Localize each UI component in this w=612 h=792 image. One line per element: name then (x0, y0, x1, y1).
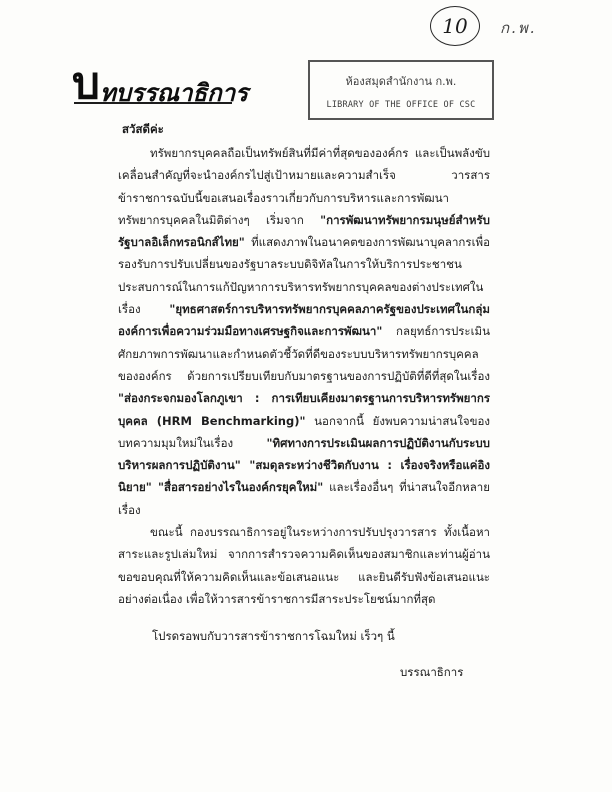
salutation: สวัสดีค่ะ (122, 122, 164, 136)
closing-line: โปรดรอพบกับวารสารข้าราชการโฉมใหม่ เร็วๆ นี้ (152, 629, 395, 643)
letter-body (118, 142, 490, 610)
paragraph-2: ขณะนี้ กองบรรณาธิการอยู่ในระหว่างการปรับปรุงวารสาร ทั้งเนื้อหาสาระและรูปเล่มใหม่ จากการสำรวจความคิดเห็นของสมาชิกและท่านผู้อ่าน ขอขอบคุณที่ให้ความคิดเห็นและข้อเสนอแนะ และยินดีรับฟังข้อเสนอแนะอย่างต่อเนื่อง เพื่อให้วารสารข้าราชการมีสาระประโยชน์มากที่สุด (118, 525, 490, 606)
paragraph-1 (118, 142, 490, 521)
signature-editor: บรรณาธิการ (400, 665, 464, 679)
bold-title-segment: "การพัฒนาทรัพยากรมนุษย์สำหรับรัฐบาลอิเล็กทรอนิกส์ไทย" (118, 212, 490, 250)
bold-title-segment: "ทิศทางการประเมินผลการปฏิบัติงานกับระบบบริหารผลการปฏิบัติงาน" "สมดุลระหว่างชีวิตกับงาน : เรื่องจริงหรือแค่อิงนิยาย" "สื่อสารอย่างไรในองค์กรยุคใหม่" (118, 435, 490, 495)
text-segment: ที่แสดงภาพในอนาคตของการพัฒนาบุคลากรเพื่อรองรับการปรับเปลี่ยนของรัฐบาลระบบดิจิทัลในการให้บริการประชาชน ประสบการณ์ในการแก้ปัญหาการบริหารทรัพยากรบุคคลของต่างประเทศในเรื่อง (118, 235, 490, 317)
bold-title-segment: "ยุทธศาสตร์การบริหารทรัพยากรบุคคลภาครัฐของประเทศในกลุ่มองค์การเพื่อความร่วมมือทางเศรษฐกิจและการพัฒนา" (118, 302, 490, 339)
handwritten-page-number: 10 (430, 6, 480, 46)
text-segment: นอกจากนี้ ยังพบความน่าสนใจของบทความมุมใหม่ในเรื่อง (118, 413, 490, 450)
handwritten-note: ก.พ. (500, 19, 537, 37)
title-initial: บ (72, 58, 100, 109)
bold-title-segment: "ส่องกระจกมองโลกภูเขา : การเทียบเคียงมาตรฐานการบริหารทรัพยากรบุคคล (HRM Benchmarking)" (118, 391, 490, 428)
stamp-english-text: LIBRARY OF THE OFFICE OF CSC (326, 100, 476, 110)
title-rest: ทบรรณาธิการ (99, 79, 249, 107)
page-title (72, 48, 248, 118)
text-segment: ทรัพยากรบุคคลถือเป็นทรัพย์สินที่มีค่าที่สุดขององค์กร และเป็นพลังขับเคลื่อนสำคัญที่จะนำองค์กรไปสู่เป้าหมายและความสำเร็จ วารสารข้าราชการฉบับนี้ขอเสนอเรื่องราวเกี่ยวกับการบริหารและการพัฒนาทรัพยากรบุคคลในมิติต่างๆ เริ่มจาก (118, 146, 490, 227)
library-stamp (308, 60, 494, 120)
text-segment: กลยุทธ์การประเมินศักยภาพการพัฒนาและกำหนดตัวชี้วัดที่ดีของระบบบริหารทรัพยากรบุคคลขององค์กร ด้วยการเปรียบเทียบกับมาตรฐานของการปฏิบัติที่ดีที่สุดในเรื่อง (118, 324, 490, 383)
stamp-thai-text: ห้องสมุดสำนักงาน ก.พ. (345, 75, 457, 88)
text-segment: และเรื่องอื่นๆ ที่น่าสนใจอีกหลายเรื่อง (118, 480, 490, 517)
title-underline (74, 102, 232, 104)
